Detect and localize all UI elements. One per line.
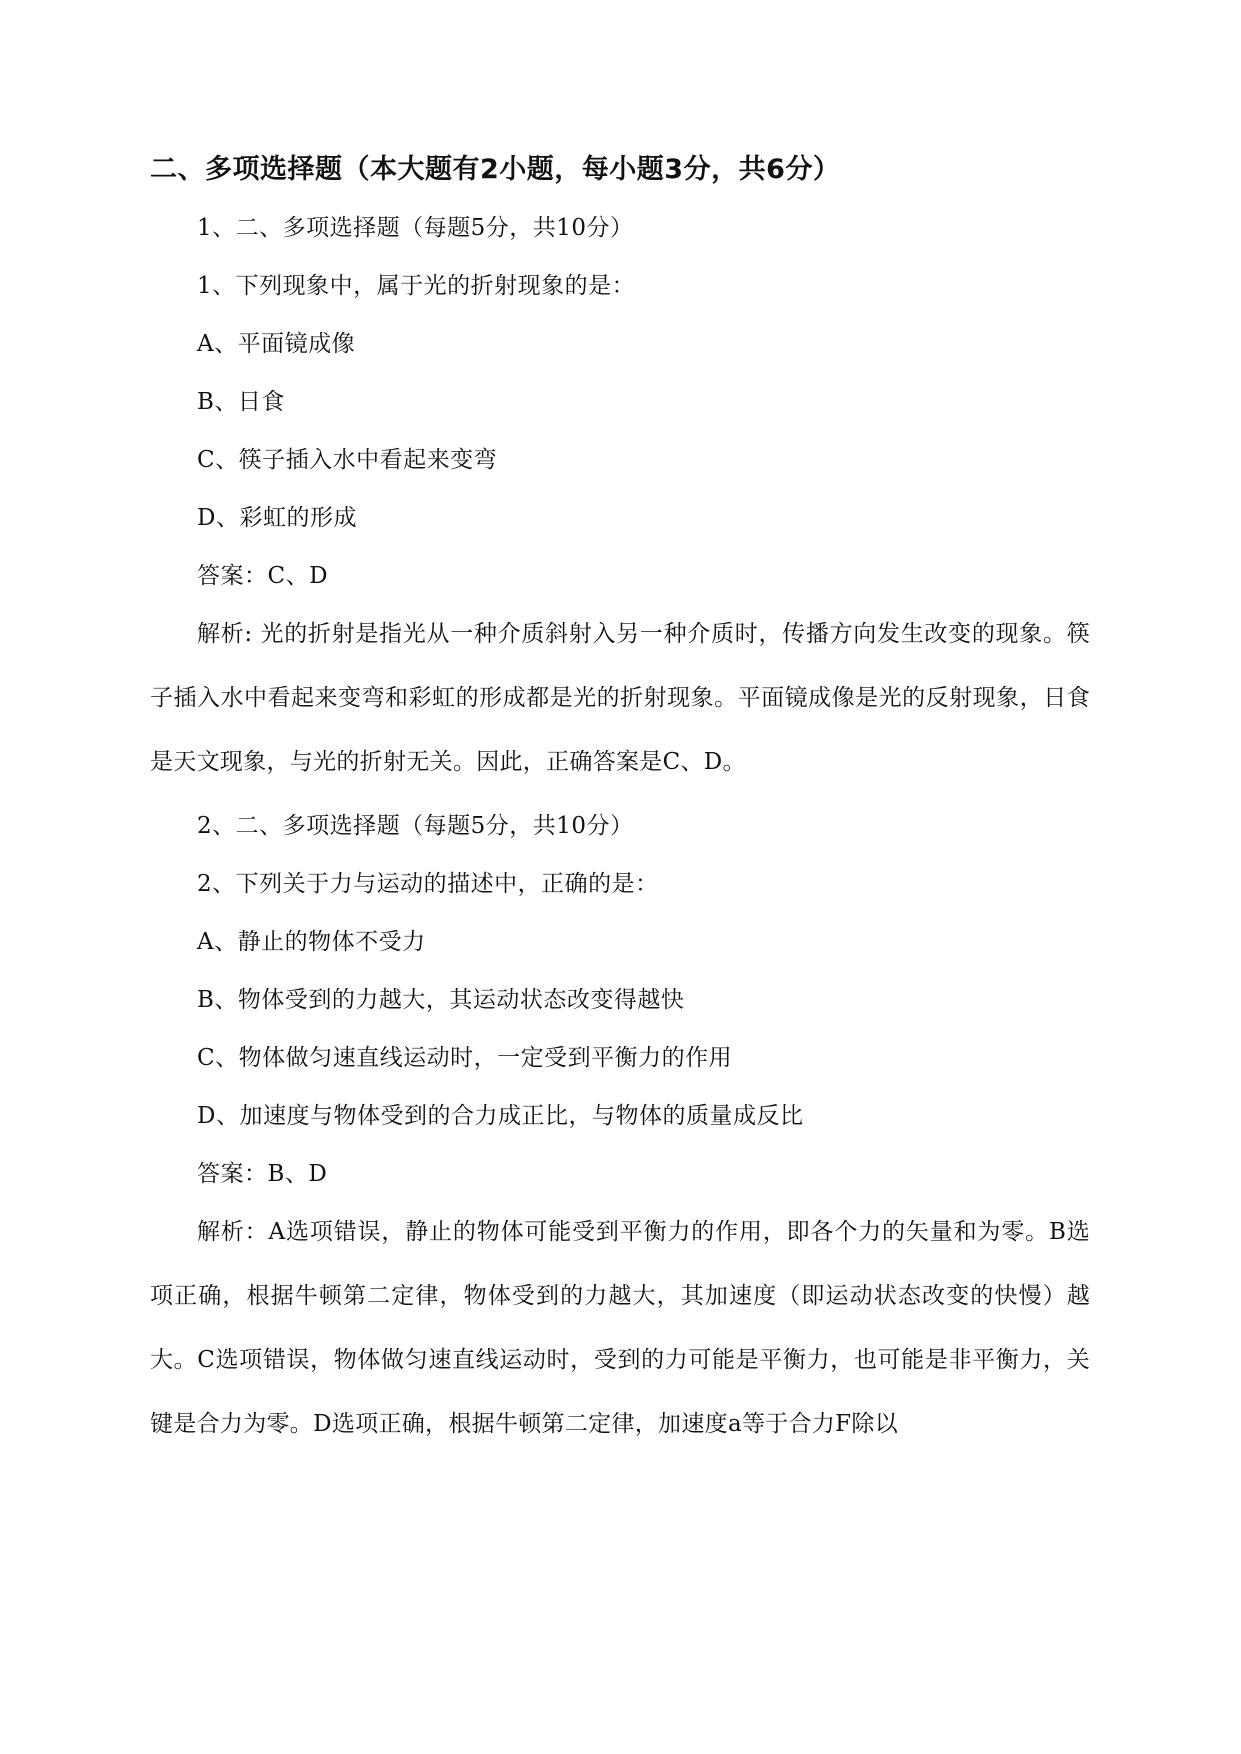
question-1-option-b: B、日食 (197, 389, 285, 415)
question-1-option-c: C、筷子插入水中看起来变弯 (197, 447, 498, 473)
question-2-option-c: C、物体做匀速直线运动时，一定受到平衡力的作用 (197, 1045, 733, 1071)
section-title: 二、多项选择题（本大题有2小题，每小题3分，共6分） (150, 154, 841, 185)
question-1-answer: 答案：C、D (197, 563, 329, 589)
question-2-option-a: A、静止的物体不受力 (197, 929, 426, 955)
question-1-stem: 1、下列现象中，属于光的折射现象的是： (197, 273, 636, 299)
question-2-option-b: B、物体受到的力越大，其运动状态改变得越快 (197, 987, 685, 1013)
question-1-header: 1、二、多项选择题（每题5分，共10分） (197, 215, 634, 241)
question-1-option-a: A、平面镜成像 (197, 331, 356, 357)
question-2-header: 2、二、多项选择题（每题5分，共10分） (197, 813, 634, 839)
question-2-option-d: D、加速度与物体受到的合力成正比，与物体的质量成反比 (197, 1103, 804, 1129)
question-1-analysis: 解析: 光的折射是指光从一种介质斜射入另一种介质时，传播方向发生改变的现象。筷子插入水中看起来变弯和彩虹的形成都是光的折射现象。平面镜成像是光的反射现象，日食是天文现象，与光的折射无关。因此，正确答案是C、D。 (150, 621, 1090, 775)
question-2-answer: 答案：B、D (197, 1161, 328, 1187)
question-2-analysis: 解析：A选项错误，静止的物体可能受到平衡力的作用，即各个力的矢量和为零。B选项正确，根据牛顿第二定律，物体受到的力越大，其加速度（即运动状态改变的快慢）越大。C选项错误，物体做匀速直线运动时，受到的力可能是平衡力，也可能是非平衡力，关键是合力为零。D选项正确，根据牛顿第二定律，加速度a等于合力F除以 (150, 1219, 1090, 1437)
question-1-option-d: D、彩虹的形成 (197, 505, 357, 531)
question-2-stem: 2、下列关于力与运动的描述中，正确的是： (197, 871, 659, 897)
